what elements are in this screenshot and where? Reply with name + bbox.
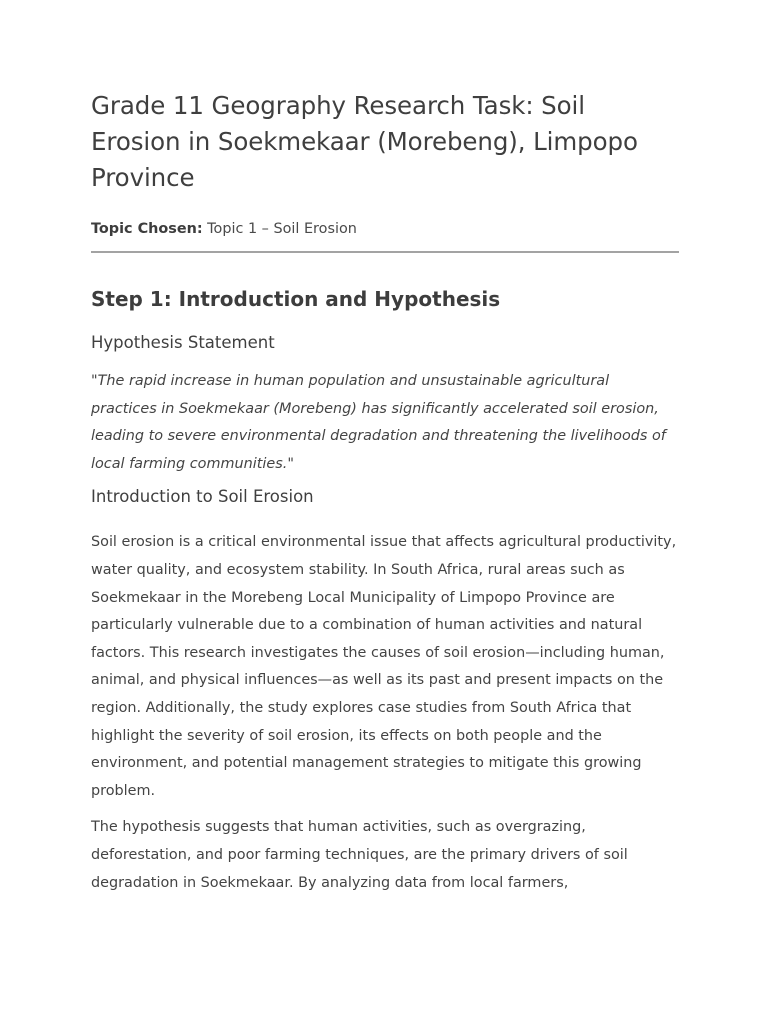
close-quote-mark: "	[287, 455, 294, 472]
topic-value: Topic 1 – Soil Erosion	[207, 221, 357, 237]
horizontal-divider	[91, 251, 679, 253]
hypothesis-statement	[91, 368, 679, 478]
step-1-heading: Step 1: Introduction and Hypothesis	[91, 287, 501, 311]
document-page	[91, 88, 679, 897]
hypothesis-paragraph: The hypothesis suggests that human activities, such as overgrazing, deforestation, and poor farming techniques, are the primary drivers of soil degradation in Soekmekaar. By analyzing data from local farmers,	[91, 819, 628, 891]
introduction-paragraph: Soil erosion is a critical environmental issue that affects agricultural productivity, water quality, and ecosystem stability. In South Africa, rural areas such as Soekmekaar in the Morebeng Local Municipality of Limpopo Province are particularly vulnerable due to a combination of human activities and natural factors. This research investigates the causes of soil erosion—including human, animal, and physical influences—as well as its past and present impacts on the region. Additionally, the study explores case studies from South Africa that highlight the severity of soil erosion, its effects on both people and the environment, and potential management strategies to mitigate this growing problem.	[91, 534, 677, 799]
open-quote-mark: "	[91, 373, 98, 389]
topic-line	[91, 219, 679, 239]
introduction-heading: Introduction to Soil Erosion	[91, 487, 314, 507]
hypothesis-heading: Hypothesis Statement	[91, 333, 275, 352]
topic-label: Topic Chosen:	[91, 221, 203, 237]
document-title: Grade 11 Geography Research Task: Soil Erosion in Soekmekaar (Morebeng), Limpopo Province	[91, 91, 638, 192]
hypothesis-text: The rapid increase in human population and unsustainable agricultural practices in Soekmekaar (Morebeng) has significantly accelerated soil erosion, leading to severe environmental degradation and threatening the livelihoods of local farming communities.	[91, 373, 666, 472]
